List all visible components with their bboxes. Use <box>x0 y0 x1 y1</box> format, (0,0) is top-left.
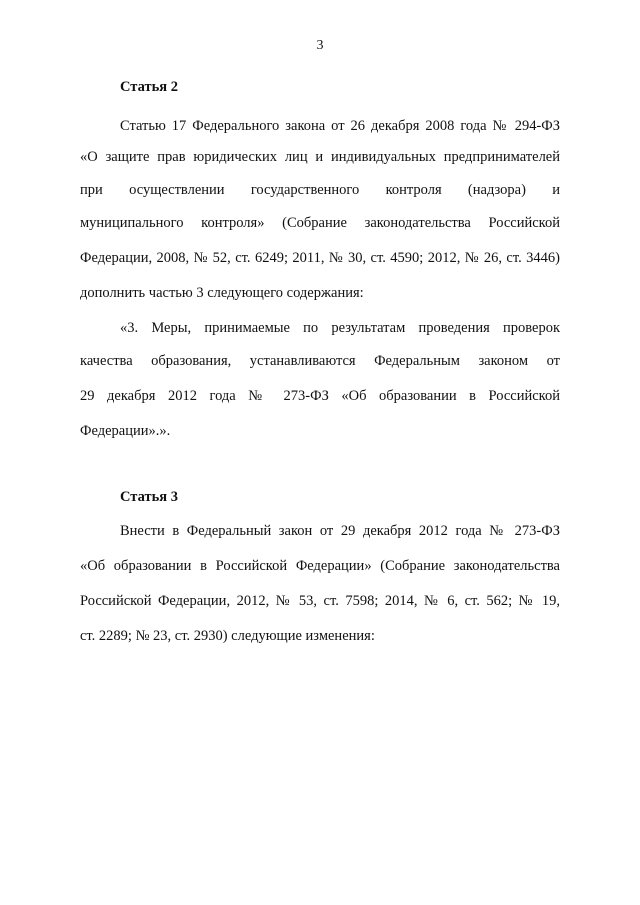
article-2-para-1-line-6: дополнить частью 3 следующего содержания: <box>80 285 364 301</box>
page-number: 3 <box>316 38 324 53</box>
article-2-para-1-line-2: «О защите прав юридических лиц и индивидуальных предпринимателей <box>80 149 560 165</box>
article-2-para-2-line-4: Федерации».». <box>80 423 171 439</box>
article-2-para-2-line-1: «3. Меры, принимаемые по результатам проведения проверок <box>120 320 560 336</box>
article-2-para-2-line-2: качества образования, устанавливаются Федеральным законом от <box>80 353 560 369</box>
article-3-para-1-line-3: Российской Федерации, 2012, № 53, ст. 7598; 2014, № 6, ст. 562; № 19, <box>80 593 560 609</box>
article-2-para-2-line-3: 29 декабря 2012 года № 273-ФЗ «Об образовании в Российской <box>80 388 560 404</box>
article-2-para-1-line-3: при осуществлении государственного контроля (надзора) и <box>80 182 560 198</box>
article-2-para-1-line-4: муниципального контроля» (Собрание законодательства Российской <box>80 215 560 231</box>
article-3-para-1-line-2: «Об образовании в Российской Федерации» (Собрание законодательства <box>80 558 560 574</box>
article-2-para-1-line-5: Федерации, 2008, № 52, ст. 6249; 2011, № 30, ст. 4590; 2012, № 26, ст. 3446) <box>80 250 560 266</box>
article-3-heading: Статья 3 <box>120 489 178 505</box>
article-3-para-1-line-4: ст. 2289; № 23, ст. 2930) следующие изменения: <box>80 628 375 644</box>
article-2-para-1-line-1: Статью 17 Федерального закона от 26 декабря 2008 года № 294-ФЗ <box>120 118 560 134</box>
article-3-para-1-line-1: Внести в Федеральный закон от 29 декабря 2012 года № 273-ФЗ <box>120 523 560 539</box>
article-2-heading: Статья 2 <box>120 79 178 95</box>
